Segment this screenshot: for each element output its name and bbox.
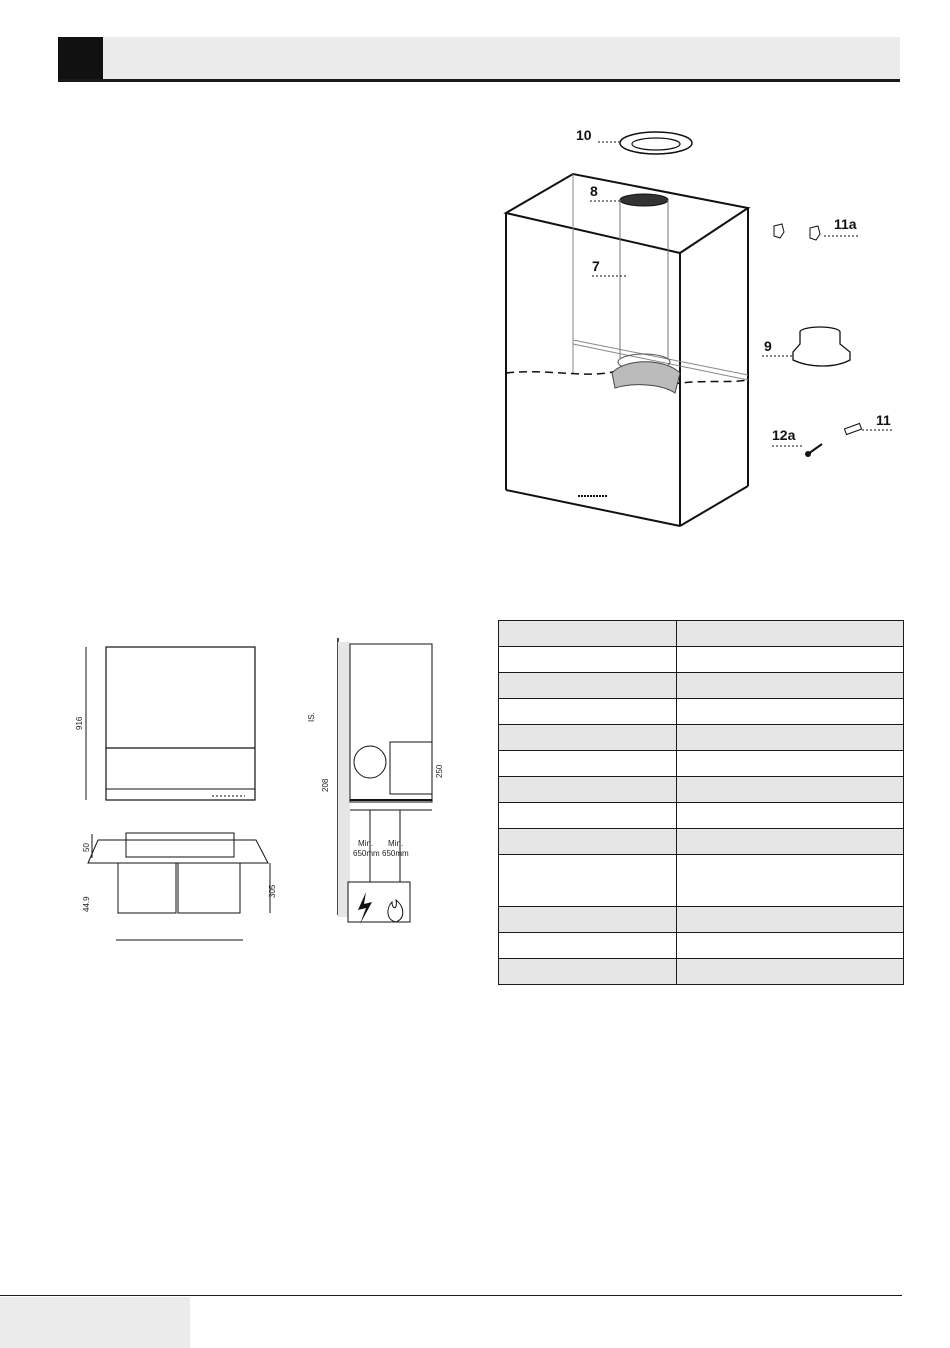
min-left-1: Min. (358, 839, 374, 848)
spec-label-cell (499, 699, 677, 725)
ceiling-ring-part (620, 132, 692, 154)
table-row (499, 673, 904, 699)
table-row (499, 855, 904, 907)
spec-value-cell (677, 699, 904, 725)
dimension-drawings (70, 620, 450, 950)
side-view (307, 638, 444, 924)
spec-value-cell (677, 751, 904, 777)
spec-value-cell (677, 777, 904, 803)
spec-value-cell (677, 855, 904, 907)
table-row (499, 621, 904, 647)
section-number-block (58, 37, 103, 79)
duct-pipe-part (612, 194, 680, 393)
spec-label-cell (499, 803, 677, 829)
table-row (499, 907, 904, 933)
label-8: 8 (590, 183, 598, 199)
table-row (499, 933, 904, 959)
spec-value-cell (677, 907, 904, 933)
label-12a: 12a (772, 427, 796, 443)
spec-label-cell (499, 751, 677, 777)
table-row (499, 699, 904, 725)
dim-250: 250 (435, 764, 444, 778)
dim-44-9: 44.9 (82, 896, 91, 912)
spec-label-cell (499, 777, 677, 803)
min-right-2: 650mm (382, 849, 409, 858)
screw-and-dowel (805, 423, 862, 457)
top-view (82, 833, 277, 940)
reducer-ring-part (793, 327, 850, 366)
spec-label-cell (499, 829, 677, 855)
spec-value-cell (677, 647, 904, 673)
table-row (499, 751, 904, 777)
front-view (75, 647, 255, 800)
spec-value-cell (677, 621, 904, 647)
min-left-2: 650mm (353, 849, 380, 858)
spec-label-cell (499, 907, 677, 933)
table-row (499, 959, 904, 985)
footer-page-block (0, 1297, 190, 1348)
dim-916: 916 (75, 716, 84, 730)
table-row (499, 777, 904, 803)
spec-value-cell (677, 933, 904, 959)
side-top-dim: IS. (307, 712, 316, 722)
spec-value-cell (677, 803, 904, 829)
spec-label-cell (499, 725, 677, 751)
spec-label-cell (499, 959, 677, 985)
spec-label-cell (499, 673, 677, 699)
spec-label-cell (499, 647, 677, 673)
spec-label-cell (499, 933, 677, 959)
mounting-brackets (774, 224, 820, 240)
dim-50: 50 (82, 843, 91, 852)
dim-208: 208 (321, 778, 330, 792)
label-11: 11 (876, 412, 891, 428)
spec-label-cell (499, 621, 677, 647)
section-header (58, 37, 900, 82)
label-11a: 11a (834, 216, 857, 232)
spec-value-cell (677, 725, 904, 751)
label-9: 9 (764, 338, 772, 354)
table-row (499, 725, 904, 751)
specification-table (498, 620, 904, 985)
table-row (499, 803, 904, 829)
spec-value-cell (677, 673, 904, 699)
spec-value-cell (677, 829, 904, 855)
footer-rule (0, 1295, 902, 1296)
min-right-1: Min. (388, 839, 404, 848)
spec-value-cell (677, 959, 904, 985)
dim-305: 305 (268, 884, 277, 898)
label-10: 10 (576, 127, 592, 143)
hood-box (506, 174, 748, 526)
table-row (499, 829, 904, 855)
label-7: 7 (592, 258, 600, 274)
spec-label-cell (499, 855, 677, 907)
table-row (499, 647, 904, 673)
exploded-installation-diagram (490, 118, 910, 538)
